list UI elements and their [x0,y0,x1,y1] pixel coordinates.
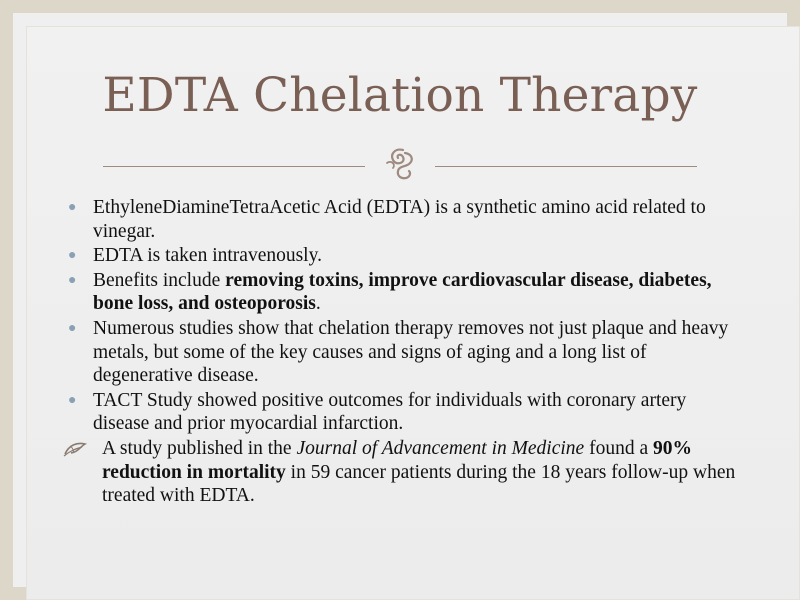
title-divider-right [435,166,697,167]
bullet-text-bold: removing toxins, improve cardiovascular disease, diabetes, bone loss, and osteoporosis [93,269,712,315]
bullet-text-prefix: Benefits include [93,269,226,291]
bullet-text-bold: 90% reduction in mortality [102,437,692,483]
bullet-list [62,196,742,509]
bullet-dot-icon: ● [68,272,77,288]
bullet-text-suffix: . [315,293,321,315]
bullet-text-middle: found a [584,437,653,459]
bullet-dot-icon: ● [68,392,77,408]
bullet-text-prefix: A study published in the [102,437,297,459]
bullet-dot-icon: ● [68,248,77,264]
bullet-text: Numerous studies show that chelation therapy removes not just plaque and heavy metals, but some of the key causes and signs of aging and a long list of degenerative disease. [93,317,729,387]
bullet-dot-icon: ● [68,200,77,215]
bullet-item-tact-study [62,389,742,436]
journal-title: Journal of Advancement in Medicine [296,437,585,459]
bullet-item-intravenous [62,244,742,268]
bullet-text: TACT Study showed positive outcomes for individuals with coronary artery disease and prior myocardial infarction. [93,389,687,435]
bullet-item-journal-study [62,437,742,508]
title-divider-left [103,166,365,167]
leaf-bullet-icon [62,440,88,458]
bullet-item-edta-definition [62,196,742,243]
bullet-item-studies [62,317,742,388]
bullet-text: EthyleneDiamineTetraAcetic Acid (EDTA) is a synthetic amino acid related to vinegar. [93,197,706,242]
bullet-dot-icon: ● [68,320,77,336]
slide-title: EDTA Chelation Therapy [102,68,698,123]
bullet-item-benefits [62,269,742,316]
bullet-text: EDTA is taken intravenously. [93,245,322,267]
scroll-ornament-icon [381,145,421,183]
bullet-text-suffix: in 59 cancer patients during the 18 years follow-up when treated with EDTA. [102,461,736,507]
